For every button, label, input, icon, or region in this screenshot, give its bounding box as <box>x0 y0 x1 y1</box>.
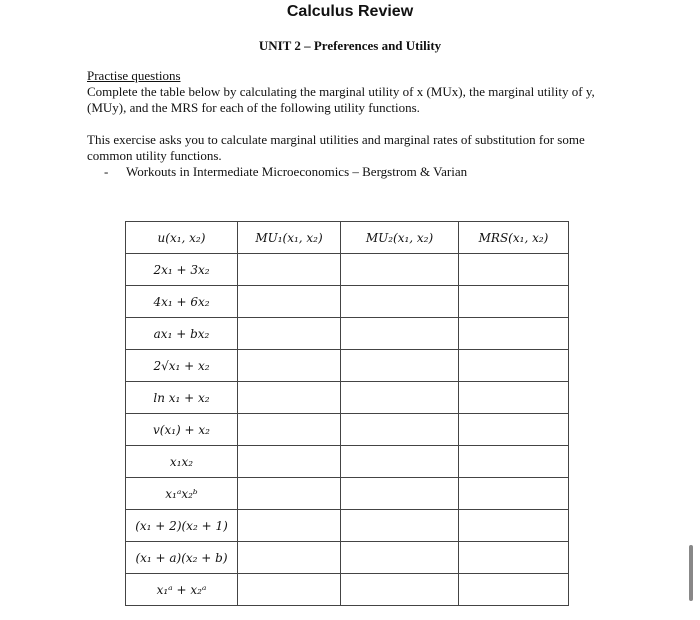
mu2-cell[interactable] <box>341 446 459 478</box>
mrs-cell[interactable] <box>459 350 569 382</box>
mu2-cell[interactable] <box>341 350 459 382</box>
utility-function-cell: ax₁ + bx₂ <box>126 318 238 350</box>
unit-subtitle: UNIT 2 – Preferences and Utility <box>258 38 442 53</box>
mrs-cell[interactable] <box>459 414 569 446</box>
utility-function-cell: x₁ᵃ + x₂ᵃ <box>126 574 238 606</box>
table-header-row <box>126 222 569 254</box>
mu2-cell[interactable] <box>341 254 459 286</box>
mu1-cell[interactable] <box>238 542 341 574</box>
mrs-cell[interactable] <box>459 382 569 414</box>
bullet-marker: - <box>104 164 109 179</box>
mu1-cell[interactable] <box>238 254 341 286</box>
section-heading: Practise questions <box>87 68 181 83</box>
utility-function-cell: x₁ᵃx₂ᵇ <box>126 478 238 510</box>
mrs-cell[interactable] <box>459 254 569 286</box>
utility-function-cell: 4x₁ + 6x₂ <box>126 286 238 318</box>
table-row <box>126 574 569 606</box>
mrs-cell[interactable] <box>459 446 569 478</box>
utility-function-cell: 2√x₁ + x₂ <box>126 350 238 382</box>
reference-bullet <box>104 164 467 180</box>
mu1-cell[interactable] <box>238 382 341 414</box>
mu2-cell[interactable] <box>341 382 459 414</box>
header-mu2: MU₂(x₁, x₂) <box>341 222 459 254</box>
mu1-cell[interactable] <box>238 286 341 318</box>
table-row <box>126 286 569 318</box>
mu2-cell[interactable] <box>341 478 459 510</box>
mrs-cell[interactable] <box>459 574 569 606</box>
mu2-cell[interactable] <box>341 574 459 606</box>
utility-function-cell: v(x₁) + x₂ <box>126 414 238 446</box>
mrs-cell[interactable] <box>459 286 569 318</box>
utility-function-cell: (x₁ + 2)(x₂ + 1) <box>126 510 238 542</box>
table-row <box>126 446 569 478</box>
utility-function-cell: 2x₁ + 3x₂ <box>126 254 238 286</box>
document-title: Calculus Review <box>286 3 414 20</box>
utility-function-cell: x₁x₂ <box>126 446 238 478</box>
utility-table <box>125 221 569 606</box>
mu1-cell[interactable] <box>238 318 341 350</box>
header-utility-function: u(x₁, x₂) <box>126 222 238 254</box>
mu1-cell[interactable] <box>238 510 341 542</box>
mrs-cell[interactable] <box>459 510 569 542</box>
mrs-cell[interactable] <box>459 478 569 510</box>
table-row <box>126 542 569 574</box>
table-row <box>126 350 569 382</box>
mu1-cell[interactable] <box>238 574 341 606</box>
header-mu1: MU₁(x₁, x₂) <box>238 222 341 254</box>
mu1-cell[interactable] <box>238 446 341 478</box>
mrs-cell[interactable] <box>459 542 569 574</box>
mu2-cell[interactable] <box>341 318 459 350</box>
mu2-cell[interactable] <box>341 510 459 542</box>
table-row <box>126 254 569 286</box>
table-row <box>126 478 569 510</box>
mu1-cell[interactable] <box>238 350 341 382</box>
header-mrs: MRS(x₁, x₂) <box>459 222 569 254</box>
reference-text: Workouts in Intermediate Microeconomics – Bergstrom & Varian <box>126 164 468 179</box>
utility-function-cell: ln x₁ + x₂ <box>126 382 238 414</box>
table-row <box>126 510 569 542</box>
mu2-cell[interactable] <box>341 542 459 574</box>
mrs-cell[interactable] <box>459 318 569 350</box>
table-row <box>126 318 569 350</box>
scrollbar[interactable] <box>689 545 693 601</box>
exercise-paragraph: This exercise asks you to calculate marginal utilities and marginal rates of substitution for some common utility functions. <box>87 132 585 163</box>
mu2-cell[interactable] <box>341 286 459 318</box>
table-row <box>126 414 569 446</box>
table-row <box>126 382 569 414</box>
utility-function-cell: (x₁ + a)(x₂ + b) <box>126 542 238 574</box>
mu1-cell[interactable] <box>238 414 341 446</box>
mu2-cell[interactable] <box>341 414 459 446</box>
mu1-cell[interactable] <box>238 478 341 510</box>
instructions-paragraph: Complete the table below by calculating the marginal utility of x (MUx), the marginal utility of y, (MUy), and the MRS for each of the following utility functions. <box>87 84 595 115</box>
